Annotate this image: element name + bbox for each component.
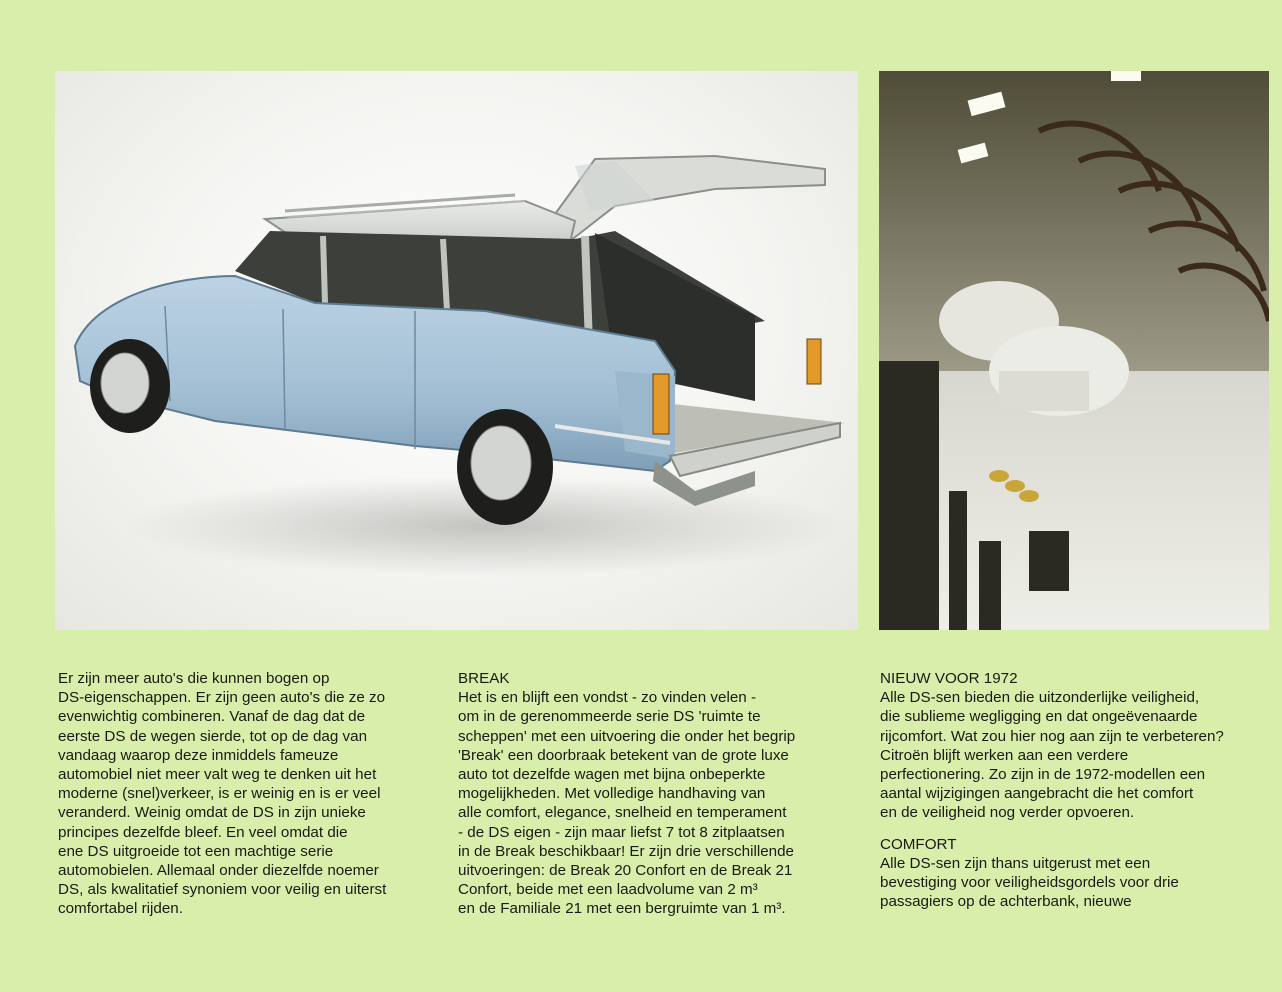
text-line: automobielen. Allemaal onder diezelfde noemer <box>58 862 379 880</box>
text-line: principes dezelfde bleef. En veel omdat die <box>58 823 348 841</box>
text-line: 'Break' een doorbraak betekent van de grote luxe <box>458 746 789 764</box>
text-line: rijcomfort. Wat zou hier nog aan zijn te verbeteren? <box>880 727 1224 745</box>
text-line: automobiel niet meer valt weg te denken uit het <box>58 766 377 784</box>
break-paragraph <box>458 688 858 918</box>
text-line: scheppen' met een uitvoering die onder het begrip <box>458 727 796 745</box>
text-line: veranderd. Weinig omdat de DS in zijn unieke <box>58 804 366 822</box>
break-text-column <box>458 669 858 919</box>
text-line: in de Break beschikbaar! Er zijn drie verschillende <box>458 842 794 860</box>
intro-paragraph <box>58 669 438 919</box>
text-line: eerste DS de wegen sierde, tot op de dag van <box>58 727 368 745</box>
intro-text-column <box>58 669 438 919</box>
text-line: DS-eigenschappen. Er zijn geen auto's die ze zo <box>58 689 386 707</box>
text-line: Confort, beide met een laadvolume van 2 m³ <box>458 881 758 899</box>
car-photo <box>55 71 858 630</box>
text-line: alle comfort, elegance, snelheid en temperament <box>458 804 787 822</box>
text-line: mogelijkheden. Met volledige handhaving van <box>458 785 766 803</box>
text-line: Het is en blijft een vondst - zo vinden velen - <box>458 689 757 707</box>
text-line: Er zijn meer auto's die kunnen bogen op <box>58 670 330 687</box>
factory-illustration <box>879 71 1269 630</box>
text-line: Alle DS-sen bieden die uitzonderlijke veiligheid, <box>880 689 1200 707</box>
factory-photo <box>879 71 1269 630</box>
text-line: DS, als kwalitatief synoniem voor veilig en uiterst <box>58 881 387 899</box>
text-line: en de veiligheid nog verder opvoeren. <box>880 804 1135 822</box>
text-line: vandaag waarop deze inmiddels fameuze <box>58 746 339 764</box>
text-line: uitvoeringen: de Break 20 Confort en de Break 21 <box>458 862 793 880</box>
text-line: die sublieme wegligging en dat ongeëvenaarde <box>880 708 1198 726</box>
section-spacer <box>880 823 1270 835</box>
text-line: comfortabel rijden. <box>58 900 183 918</box>
section-heading-nieuw: NIEUW VOOR 1972 <box>880 670 1018 687</box>
text-line: Citroën blijft werken aan een verdere <box>880 746 1129 764</box>
text-line: perfectionering. Zo zijn in de 1972-modellen een <box>880 766 1206 784</box>
text-line: Alle DS-sen zijn thans uitgerust met een <box>880 854 1151 872</box>
text-line: evenwichtig combineren. Vanaf de dag dat de <box>58 708 366 726</box>
text-line: auto tot dezelfde wagen met bijna onbeperkte <box>458 766 766 784</box>
comfort-paragraph <box>880 854 1270 912</box>
text-line: - de DS eigen - zijn maar liefst 7 tot 8 zitplaatsen <box>458 823 785 841</box>
text-line: passagiers op de achterbank, nieuwe <box>880 893 1132 911</box>
section-heading-break: BREAK <box>458 670 510 687</box>
text-line: om in de gerenommeerde serie DS 'ruimte te <box>458 708 761 726</box>
news-text-column <box>880 669 1270 911</box>
text-line: bevestiging voor veiligheidsgordels voor drie <box>880 874 1179 892</box>
text-line: en de Familiale 21 met een bergruimte van 1 m³. <box>458 900 786 918</box>
text-line: ene DS uitgroeide tot een machtige serie <box>58 842 334 860</box>
nieuw-paragraph <box>880 688 1270 822</box>
section-heading-comfort: COMFORT <box>880 835 957 853</box>
car-illustration <box>55 71 858 630</box>
text-line: aantal wijzigingen aangebracht die het comfort <box>880 785 1194 803</box>
text-line: moderne (snel)verkeer, is er weinig en is er veel <box>58 785 381 803</box>
